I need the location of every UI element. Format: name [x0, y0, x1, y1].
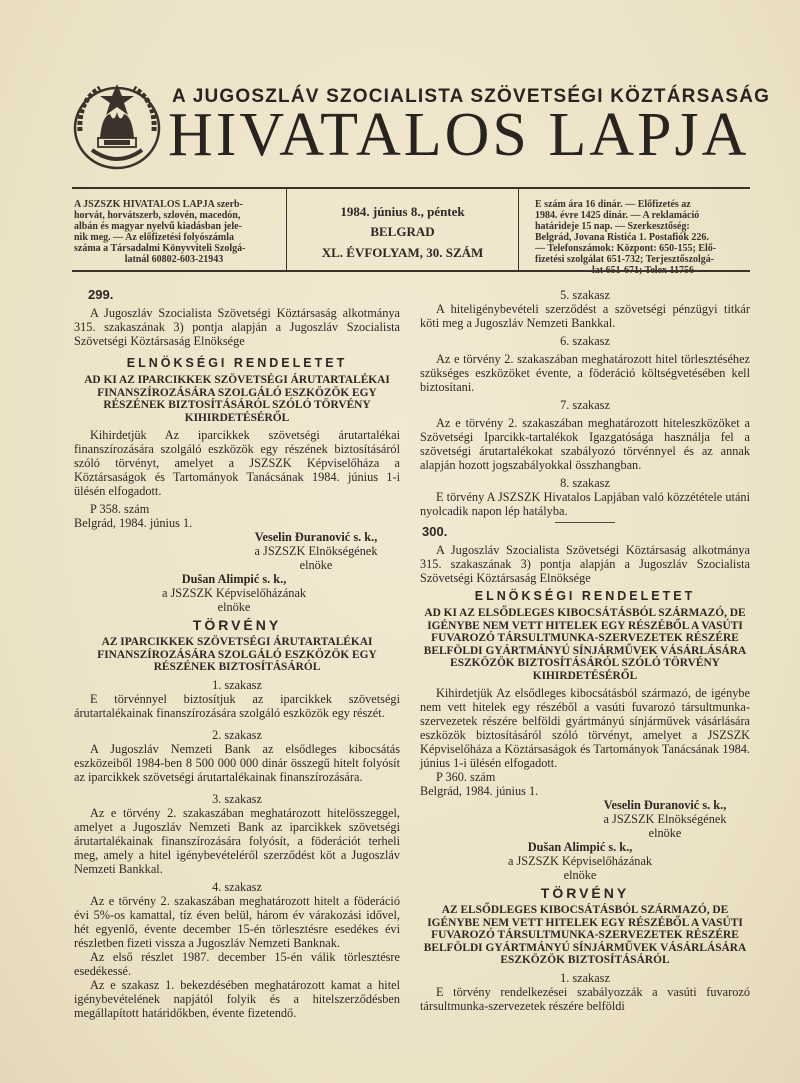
section-heading: 1. szakasz: [560, 970, 610, 985]
signatory-name: Dušan Alimpić s. k.,: [527, 840, 633, 854]
law-heading: TÖRVÉNY: [192, 617, 282, 633]
issue-date: 1984. június 8., péntek: [340, 204, 465, 219]
place-date: Belgrád, 1984. június 1.: [74, 516, 193, 530]
decree-title: AD KI AZ IPARCIKKEK SZÖVETSÉGI ÁRUTARTALÉKAI FINANSZÍROZÁSÁRA SZOLGÁLÓ ESZKÖZÖK EGY RÉSZÉNEK BIZTOSÍTÁSÁRÓL SZÓLÓ TÖRVÉNY KIHIRDETÉSÉRŐL: [84, 374, 390, 424]
proclamation: Kihirdetjük Az iparcikkek szövetségi árutartalékai finanszírozására szolgáló eszközök egy részének biztosításáról szóló törvényt, amelyet a JSZSZK Képviselőháza a Köztársaságok és Tartományok Tanácsának 1984. június 1-i ülésén elfogadott.: [74, 428, 400, 498]
signatory-role: elnöke: [563, 868, 597, 882]
signature-block: [480, 840, 680, 882]
subscription-info: A JSZSZK HIVATALOS LAPJA szerb- horvát, horvátszerb, szlovén, macedón, albán és magyar nyelvű kiadásban jele- nik meg. — Az előfizetési folyószámla száma a Társadalmi Könyvviteli Szolgá- latnál 60802-603-21943: [74, 199, 246, 265]
masthead-kicker: A JUGOSZLÁV SZOCIALISTA SZÖVETSÉGI KÖZTÁRSASÁG: [172, 86, 771, 107]
coat-of-arms-icon: [70, 76, 164, 174]
document-number: 299.: [88, 287, 114, 302]
issue-place: BELGRAD: [370, 224, 435, 239]
signature-block: [232, 530, 400, 572]
section-text: Az első részlet 1987. december 15-én válik törlesztésre esedékessé.: [74, 949, 400, 978]
section-text: E törvény A JSZSZK Hivatalos Lapjában való közzététele utáni nyolcadik napon lép hatályba.: [420, 490, 750, 518]
law-title: AZ ELSŐDLEGES KIBOCSÁTÁSBÓL SZÁRMAZÓ, DE IGÉNYBE NEM VETT HITELEK EGY RÉSZÉBŐL A VASÚTI FUVAROZÓ TÁRSULTMUNKA-SZERVEZETEK RÉSZÉRE BELFÖLDI GYÁRTMÁNYÚ SÍNJÁRMŰVEK VÁSÁRLÁSÁRA ESZKÖZÖK BIZTOSÍTÁSÁRÓL: [423, 904, 747, 966]
signature-block: [134, 572, 334, 614]
signature-block: [580, 798, 750, 840]
proclamation: Kihirdetjük Az elsődleges kibocsátásból származó, de igénybe nem vett hitelek egy részéből a vasúti fuvarozó társultmunka-szervezetek részére belföldi gyártmányú sínjárművek vásárlására eszközök biztosításáról szóló törvényt, amelyet a JSZSZK Képviselőháza a Köztársaságok és Tartományok Tanácsának 1984. június 1-i ülésén elfogadott.: [420, 686, 750, 770]
reference-number: P 358. szám: [90, 502, 150, 516]
price-info: E szám ára 16 dinár. — Előfizetés az 1984. évre 1425 dinár. — A reklamáció határideje 15 nap. — Szerkesztőség: Belgrád, Jovana Ristića 1. Postafiók 226. — Telefonszámok: Központ: 650-155; Elő- fizetési szolgálat 651-732; Terjesztőszolgá- lat 651-671; Telex 11756: [535, 199, 717, 276]
intro-paragraph: A Jugoszláv Szocialista Szövetségi Köztársaság alkotmánya 315. szakaszának 3) pontja alapján a Jugoszláv Szocialista Szövetségi Köztársaság Elnöksége: [420, 543, 750, 585]
section-heading: 6. szakasz: [560, 334, 610, 348]
issue-volume: XL. ÉVFOLYAM, 30. SZÁM: [321, 245, 484, 260]
signatory-name: Veselin Đuranović s. k.,: [254, 530, 378, 544]
reference-number: P 360. szám: [436, 770, 496, 784]
section-text: A hiteligénybevételi szerződést a szövetségi pénzügyi titkár köti meg a Jugoszláv Nemzeti Bankkal.: [420, 302, 750, 330]
section-heading: 1. szakasz: [212, 677, 262, 692]
signatory-role: a JSZSZK Képviselőházának: [161, 586, 307, 600]
document-number: 300.: [422, 524, 448, 539]
signatory-role: elnöke: [299, 558, 333, 572]
law-heading: TÖRVÉNY: [540, 885, 630, 901]
section-heading: 3. szakasz: [212, 791, 262, 806]
section-heading: 5. szakasz: [560, 288, 610, 302]
section-heading: 4. szakasz: [212, 879, 262, 894]
section-heading: 8. szakasz: [560, 476, 610, 490]
section-heading: 2. szakasz: [212, 727, 262, 742]
place-date: Belgrád, 1984. június 1.: [420, 784, 539, 798]
header-divider-left: [286, 189, 287, 270]
section-text: Az e törvény 2. szakaszában meghatározott hiteleszközöket a Szövetségi Iparcikk-tartalékok Igazgatósága használja fel a szövetségi árutartalékokat szabályozó törvénnyel és az annak alapján hozott jogszabályokkal összhangban.: [420, 416, 750, 472]
section-text: Az e törvény 2. szakaszában meghatározott hitel törlesztéséhez szükséges eszközöket évente, a föderáció költségvetésében kell biztosítani.: [420, 352, 750, 394]
right-column: [420, 288, 750, 1013]
section-heading: 7. szakasz: [560, 398, 610, 412]
law-title: AZ IPARCIKKEK SZÖVETSÉGI ÁRUTARTALÉKAI FINANSZÍROZÁSÁRA SZOLGÁLÓ ESZKÖZÖK EGY RÉSZÉNEK BIZTOSÍTÁSÁRÓL: [97, 636, 377, 673]
decree-title: AD KI AZ ELSŐDLEGES KIBOCSÁTÁSBÓL SZÁRMAZÓ, DE IGÉNYBE NEM VETT HITELEK EGY RÉSZÉBŐL A VASÚTI FUVAROZÓ TÁRSULTMUNKA-SZERVEZETEK RÉSZÉRE BELFÖLDI GYÁRTMÁNYÚ SÍNJÁRMŰVEK VÁSÁRLÁSÁRA ESZKÖZÖK BIZTOSÍTÁSÁRÓL SZÓLÓ TÖRVÉNY KIHIRDETÉSÉRŐL: [423, 607, 747, 682]
signatory-role: a JSZSZK Elnökségének: [603, 812, 727, 826]
decree-heading: ELNÖKSÉGI RENDELETET: [126, 356, 348, 370]
intro-paragraph: A Jugoszláv Szocialista Szövetségi Köztársaság alkotmánya 315. szakaszának 3) pontja alapján a Jugoszláv Szocialista Szövetségi Köztársaság Elnöksége: [74, 306, 400, 348]
section-text: Az e szakasz 1. bekezdésében meghatározott kamat a hitel igénybevételének napjától folyik és a hitelszerződésben megállapított határidőkben, évente fizetendő.: [74, 977, 400, 1020]
separator-line: [555, 522, 615, 523]
section-text: Az e törvény 2. szakaszában meghatározott hitelt a föderáció évi 5%-os kamattal, tíz éven belül, három év várakozási idővel, hét egyenlő, évente december 15-én törlesztésre esedékes évi részletben fizeti vissza a Jugoszláv Nemzeti Banknak.: [74, 893, 400, 950]
signatory-role: elnöke: [648, 826, 682, 840]
signatory-name: Dušan Alimpić s. k.,: [181, 572, 287, 586]
masthead-title: HIVATALOS LAPJA: [168, 101, 750, 169]
header-top-rule: [72, 187, 750, 189]
section-text: Az e törvény 2. szakaszában meghatározott hitelösszeggel, amelyet a Jugoszláv Nemzeti Bank az iparcikkek szövetségi árutartalékainak finanszírozására folyósít, a föderációt terheli meg, amely a hitel igénybevételéről szerződést köt a Jugoszláv Nemzeti Bankkal.: [74, 805, 400, 876]
signatory-name: Veselin Đuranović s. k.,: [603, 798, 727, 812]
section-text: E törvénnyel biztosítjuk az iparcikkek szövetségi árutartalékainak finanszírozására szolgáló eszközök egy részét.: [74, 691, 400, 720]
signatory-role: elnöke: [217, 600, 251, 614]
left-column: [74, 288, 400, 1020]
header-divider-right: [518, 189, 519, 270]
signatory-role: a JSZSZK Képviselőházának: [507, 854, 653, 868]
section-text: E törvény rendelkezései szabályozzák a vasúti fuvarozó társultmunka-szervezetek részére belföldi: [420, 984, 750, 1013]
decree-heading: ELNÖKSÉGI RENDELETET: [474, 589, 696, 603]
section-text: A Jugoszláv Nemzeti Bank az elsődleges kibocsátás eszközeiből 1984-ben 8 500 000 000 dinár összegű hitelt folyósít az iparcikkek szövetségi árutartalékainak finanszírozására.: [74, 741, 400, 784]
signatory-role: a JSZSZK Elnökségének: [254, 544, 378, 558]
